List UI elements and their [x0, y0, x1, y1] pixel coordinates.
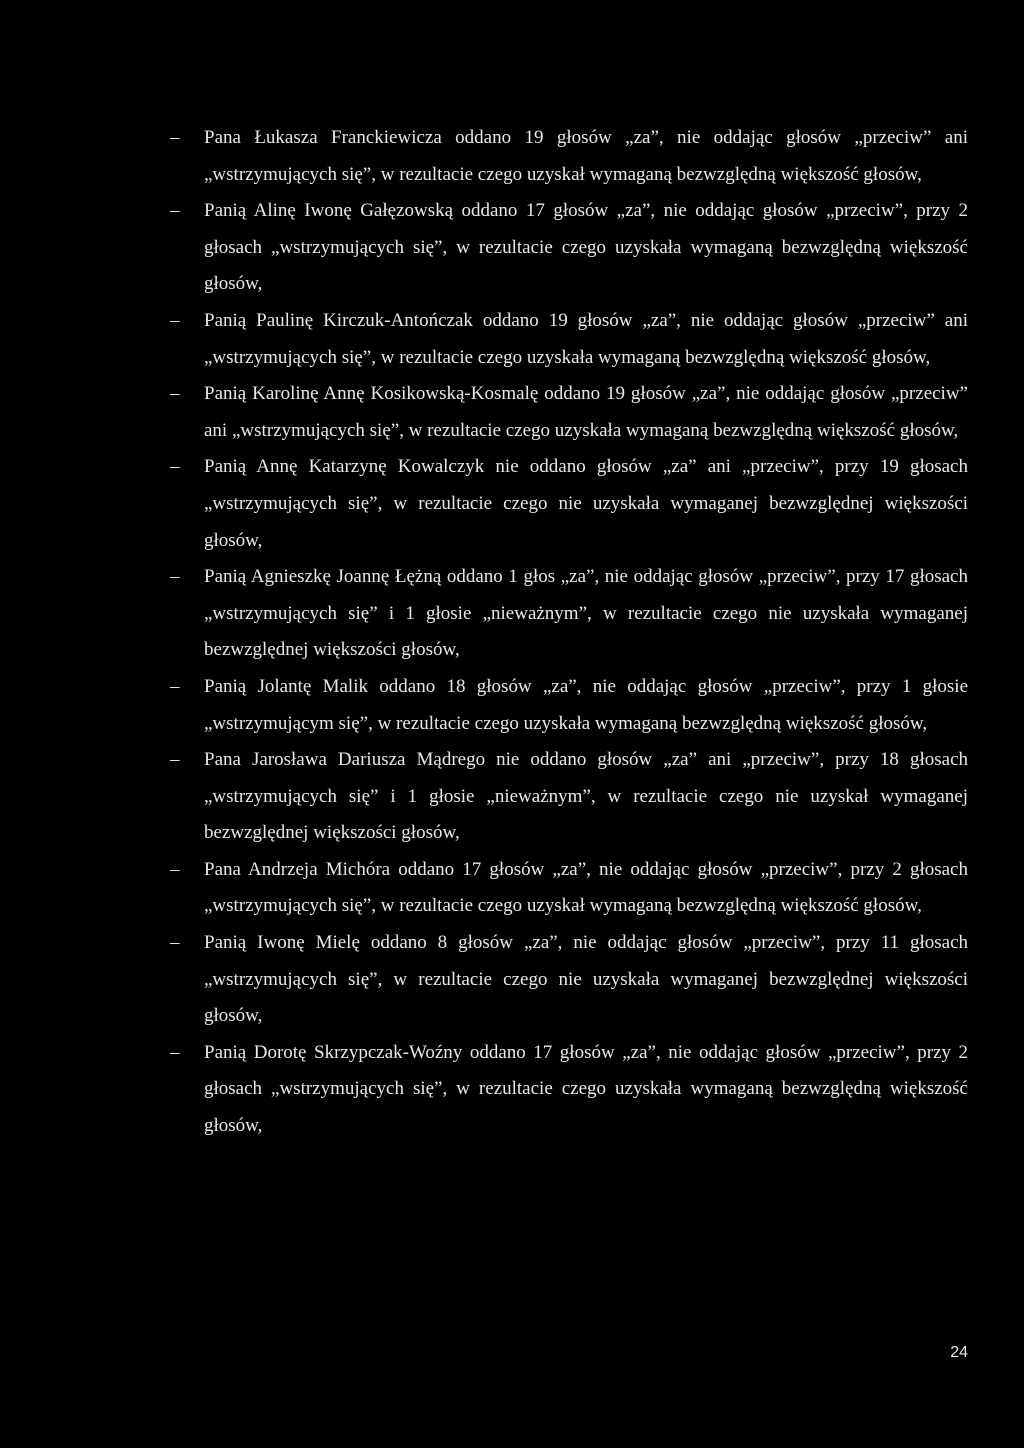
- list-item-text: Pana Andrzeja Michóra oddano 17 głosów „za”, nie oddając głosów „przeciw”, przy 2 głosach „wstrzymujących się”, w rezultacie czego uzyskał wymaganą bezwzględną większość głosów,: [204, 858, 968, 917]
- bullet-dash: –: [170, 456, 180, 478]
- vote-results-list: [170, 120, 968, 1145]
- list-item: [170, 120, 968, 193]
- list-item-text: Panią Dorotę Skrzypczak-Woźny oddano 17 głosów „za”, nie oddając głosów „przeciw”, przy 2 głosach „wstrzymujących się”, w rezultacie czego uzyskała wymaganą bezwzględną większość głosów,: [204, 1041, 968, 1137]
- list-item: [170, 669, 968, 742]
- bullet-dash: –: [170, 566, 180, 588]
- bullet-dash: –: [170, 675, 180, 697]
- list-item-text: Panią Agnieszkę Joannę Łężną oddano 1 głos „za”, nie oddając głosów „przeciw”, przy 17 głosach „wstrzymujących się” i 1 głosie „nieważnym”, w rezultacie czego nie uzyskała wymaganej bezwzględnej większości głosów,: [204, 566, 968, 661]
- bullet-dash: –: [170, 200, 180, 222]
- list-item-text: Panią Iwonę Mielę oddano 8 głosów „za”, nie oddając głosów „przeciw”, przy 11 głosach „wstrzymujących się”, w rezultacie czego nie uzyskała wymaganej bezwzględnej większości głosów,: [204, 932, 968, 1027]
- list-item: [170, 1035, 968, 1145]
- list-item-text: Panią Alinę Iwonę Gałęzowską oddano 17 głosów „za”, nie oddając głosów „przeciw”, przy 2 głosach „wstrzymujących się”, w rezultacie czego uzyskała wymaganą bezwzględną większość głosów,: [204, 200, 968, 295]
- bullet-dash: –: [170, 858, 180, 880]
- list-item-text: Panią Paulinę Kirczuk-Antończak oddano 19 głosów „za”, nie oddając głosów „przeciw” ani „wstrzymujących się”, w rezultacie czego uzyskała wymaganą bezwzględną większość głosów,: [204, 309, 968, 368]
- list-item-text: Panią Jolantę Malik oddano 18 głosów „za”, nie oddając głosów „przeciw”, przy 1 głosie „wstrzymującym się”, w rezultacie czego uzyskała wymaganą bezwzględną większość głosów,: [204, 675, 968, 734]
- bullet-dash: –: [170, 127, 180, 148]
- bullet-dash: –: [170, 932, 180, 954]
- bullet-dash: –: [170, 383, 180, 405]
- list-item-text: Pana Łukasza Franckiewicza oddano 19 głosów „za”, nie oddając głosów „przeciw” ani „wstrzymujących się”, w rezultacie czego uzyskał wymaganą bezwzględną większość głosów,: [204, 127, 968, 185]
- list-item: [170, 376, 968, 449]
- list-item-text: Panią Annę Katarzynę Kowalczyk nie oddano głosów „za” ani „przeciw”, przy 19 głosach „wstrzymujących się”, w rezultacie czego nie uzyskała wymaganej bezwzględnej większości głosów,: [204, 456, 968, 551]
- list-item: [170, 925, 968, 1035]
- list-item: [170, 449, 968, 559]
- list-item: [170, 742, 968, 852]
- list-item: [170, 852, 968, 925]
- list-item: [170, 303, 968, 376]
- bullet-dash: –: [170, 1041, 180, 1063]
- list-item-text: Panią Karolinę Annę Kosikowską-Kosmalę oddano 19 głosów „za”, nie oddając głosów „przeciw” ani „wstrzymujących się”, w rezultacie czego uzyskała wymaganą bezwzględną większość głosów,: [204, 383, 968, 441]
- list-item: [170, 559, 968, 669]
- list-item: [170, 193, 968, 303]
- bullet-dash: –: [170, 309, 180, 331]
- page-number: 24: [950, 1344, 968, 1361]
- bullet-dash: –: [170, 749, 180, 771]
- list-item-text: Pana Jarosława Dariusza Mądrego nie oddano głosów „za” ani „przeciw”, przy 18 głosach „wstrzymujących się” i 1 głosie „nieważnym”, w rezultacie czego nie uzyskał wymaganej bezwzględnej większości głosów,: [204, 749, 968, 844]
